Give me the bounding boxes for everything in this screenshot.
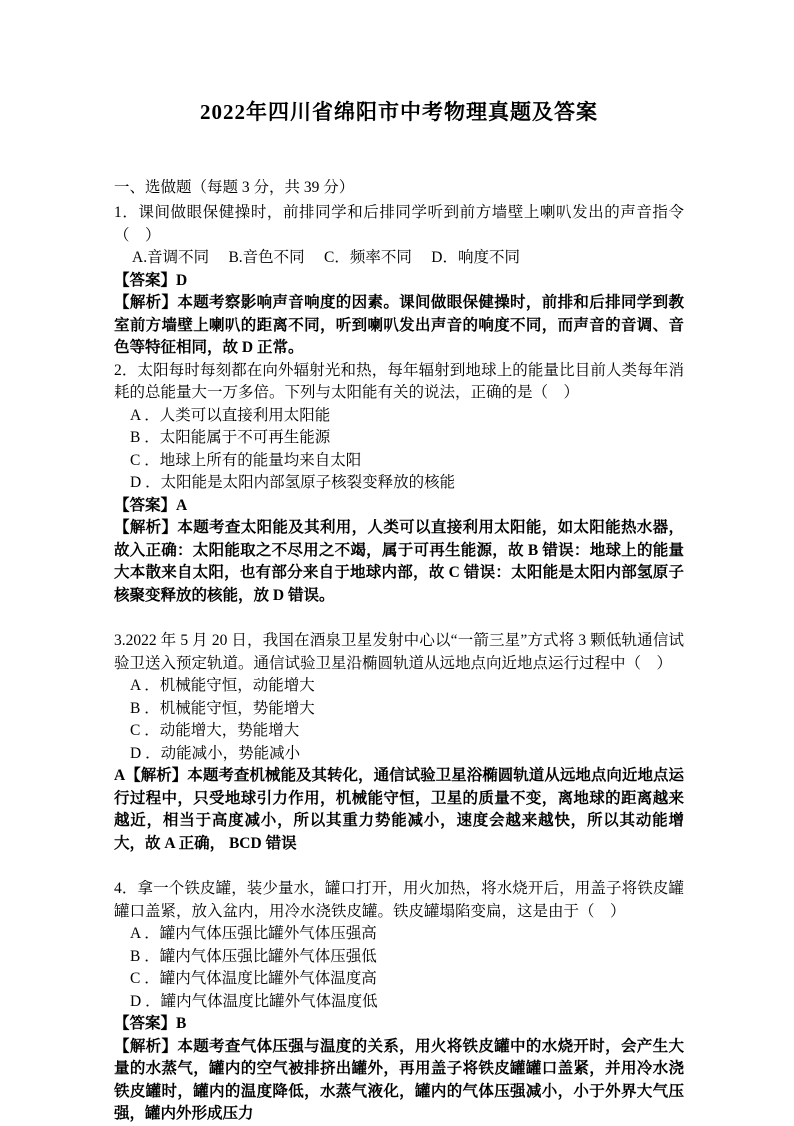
- question-2-answer: 【答案】A: [114, 496, 188, 514]
- document-title: 2022年四川省绵阳市中考物理真题及答案: [200, 100, 598, 124]
- option-a: A ．人类可以直接利用太阳能: [130, 406, 331, 424]
- question-2: [114, 360, 684, 608]
- question-4-analysis: 【解析】本题考查气体压强与温度的关系，用火将铁皮罐中的水烧开时，会产生大量的水蒸气，罐内的空气被排挤出罐外，再用盖子将铁皮罐罐口盖紧，并用冷水浇铁皮罐时，罐内的温度降低，水蒸气液化，罐内的气体压强减小，小于外界大气压强，罐内外形成压力: [114, 1037, 684, 1122]
- option-a: A ．罐内气体压强比罐外气体压强高: [130, 925, 377, 942]
- question-4: [114, 878, 684, 1126]
- question-1-answer: 【答案】D: [114, 271, 188, 289]
- question-3-options: [114, 675, 684, 765]
- question-4-stem: 4．拿一个铁皮罐，装少量水，罐口打开，用火加热，将水烧开后，用盖子将铁皮罐罐口盖紧，放入盆内，用冷水浇铁皮罐。铁皮罐塌陷变扁，这是由于（ ）: [114, 880, 684, 920]
- question-4-options: [114, 923, 684, 1013]
- blank-line: [114, 855, 684, 878]
- option-b: B ．机械能守恒，势能增大: [130, 699, 315, 717]
- question-3-stem: 3.2022 年 5 月 20 日，我国在酒泉卫星发射中心以“一箭三星”方式将 3 颗低轨通信试验卫送入预定轨道。通信试验卫星沿椭圆轨道从远地点向近地点运行过程中（ ）: [114, 632, 684, 672]
- option-b: B ．太阳能属于不可再生能源: [130, 429, 331, 446]
- section-header: 一、选做题（每题 3 分，共 39 分）: [114, 179, 355, 196]
- question-1-stem: 1．课间做眼保健操时，前排同学和后排同学听到前方墙壁上喇叭发出的声音指令（ ）: [114, 204, 684, 244]
- question-1-analysis: 【解析】本题考察影响声音响度的因素。课间做眼保健操时，前排和后排同学到教室前方墙壁上喇叭的距离不同，听到喇叭发出声音的响度不同，而声音的音调、音色等特征相同，故 D 正常。: [114, 294, 684, 356]
- question-2-analysis: 【解析】本题考查太阳能及其利用，人类可以直接利用太阳能，如太阳能热水器，故入正确：太阳能取之不尽用之不竭，属于可再生能源，故 B 错误：地球上的能量大本散来自太阳，也有部分来自于地球内部，故 C 错误：太阳能是太阳内部氢原子核聚变释放的核能，放 D 错误。: [114, 519, 684, 604]
- option-d: D ．太阳能是太阳内部氢原子核裂变释放的核能: [130, 474, 456, 491]
- option-b: B ．罐内气体压强比罐外气体压强低: [130, 947, 377, 965]
- question-4-answer: 【答案】B: [114, 1015, 187, 1032]
- question-1-options: A.音调不同 B.音色不同 C．频率不同 D．响度不同: [132, 249, 520, 266]
- question-1: [114, 202, 684, 360]
- question-2-options: [114, 405, 684, 495]
- question-3: [114, 630, 684, 855]
- blank-line: [114, 607, 684, 630]
- option-c: C ．动能增大，势能增大: [130, 722, 300, 739]
- option-c: C ．地球上所有的能量均来自太阳: [130, 451, 362, 469]
- option-c: C ．罐内气体温度比罐外气体温度高: [130, 970, 377, 987]
- option-d: D ．动能减小，势能减小: [130, 744, 301, 762]
- option-d: D ．罐内气体温度比罐外气体温度低: [130, 992, 378, 1010]
- question-2-stem: 2．太阳每时每刻都在向外辐射光和热，每年辐射到地球上的能量比目前人类每年消耗的总能量大一万多倍。下列与太阳能有关的说法，正确的是（ ）: [114, 361, 684, 401]
- option-a: A ．机械能守恒，动能增大: [130, 677, 315, 694]
- question-3-analysis: A【解析】本题考查机械能及其转化，通信试验卫星浴椭圆轨道从远地点向近地点运行过程中，只受地球引力作用，机械能守恒，卫星的质量不变，离地球的距离越来越近，相当于高度减小，所以其重力势能减小，速度会越来越快，所以其动能增大，故 A 正确， BCD 错误: [114, 767, 684, 852]
